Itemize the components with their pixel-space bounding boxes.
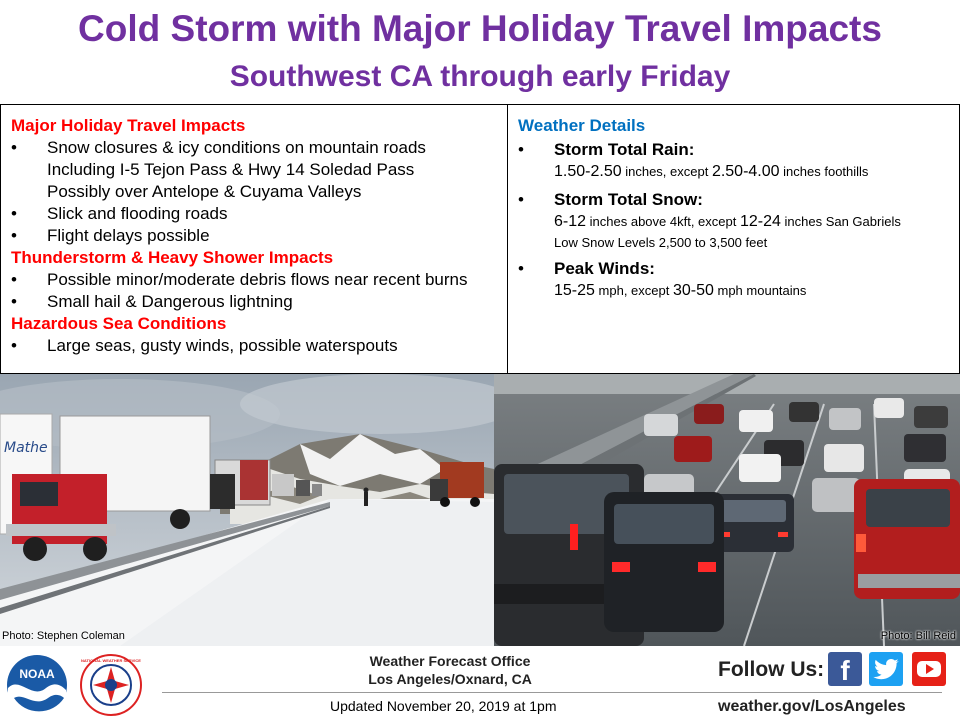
bullet: • [518, 140, 524, 159]
noaa-logo[interactable] [6, 654, 68, 716]
updated-timestamp: Updated November 20, 2019 at 1pm [330, 698, 557, 714]
winds-values: 15-25 mph, except 30-50 mph mountains [554, 282, 807, 299]
truck-logo-text: Mathe [4, 440, 48, 456]
impacts-panel [0, 104, 508, 374]
rainy-traffic-illustration [494, 374, 960, 646]
left-photo-credit: Photo: Stephen Coleman [2, 630, 125, 642]
office-line-2: Los Angeles/Oxnard, CA [368, 671, 532, 687]
bullet: • [518, 190, 524, 209]
thunderstorm-impacts-heading: Thunderstorm & Heavy Shower Impacts [11, 248, 334, 267]
weather-details-heading: Weather Details [518, 116, 646, 135]
nws-logo[interactable] [80, 654, 142, 716]
thunder-item-1: • Possible minor/moderate debris flows near recent burns [11, 270, 468, 289]
office-line-1: Weather Forecast Office [369, 653, 531, 669]
footer-divider [162, 692, 942, 693]
twitter-bird-icon [869, 652, 903, 686]
right-photo-credit: Photo: Bill Reid [880, 630, 956, 642]
nws-logo-text: NATIONAL WEATHER SERVICE [81, 658, 141, 663]
bullet: • [11, 204, 17, 223]
bullet: • [11, 270, 17, 289]
website-link[interactable]: weather.gov/LosAngeles [718, 698, 906, 715]
travel-subitem-1: Including I-5 Tejon Pass & Hwy 14 Soledad Pass [47, 160, 415, 179]
thunder-item-2: • Small hail & Dangerous lightning [11, 292, 293, 311]
travel-item-2: • Slick and flooding roads [11, 204, 228, 223]
office-name [170, 652, 730, 688]
follow-us-label: Follow Us: [718, 658, 825, 681]
winds-label: • Peak Winds: [518, 259, 655, 278]
title-block [0, 0, 960, 104]
bullet: • [11, 292, 17, 311]
snow-label: • Storm Total Snow: [518, 190, 703, 209]
rain-label: • Storm Total Rain: [518, 140, 695, 159]
rain-values: 1.50-2.50 inches, except 2.50-4.00 inches foothills [554, 163, 869, 180]
snow-values: 6-12 inches above 4kft, except 12-24 inches San Gabriels [554, 213, 901, 230]
sea-conditions-heading: Hazardous Sea Conditions [11, 314, 227, 333]
rainy-traffic-photo [494, 374, 960, 646]
bullet: • [11, 336, 17, 355]
snow-levels: Low Snow Levels 2,500 to 3,500 feet [554, 235, 768, 250]
bullet: • [11, 138, 17, 157]
weather-details-panel [507, 104, 960, 374]
facebook-icon[interactable]: f [828, 652, 862, 686]
youtube-icon[interactable] [912, 652, 946, 686]
page-title: Cold Storm with Major Holiday Travel Impacts [78, 8, 882, 49]
bullet: • [518, 259, 524, 278]
travel-subitem-2: Possibly over Antelope & Cuyama Valleys [47, 182, 362, 201]
noaa-logo-text: NOAA [19, 667, 55, 681]
sea-item-1: • Large seas, gusty winds, possible waterspouts [11, 336, 398, 355]
snowy-freeway-photo [0, 374, 494, 646]
youtube-play-icon [912, 652, 946, 686]
footer [0, 646, 960, 720]
bullet: • [11, 226, 17, 245]
twitter-icon[interactable] [869, 652, 903, 686]
snowy-freeway-illustration [0, 374, 494, 646]
travel-item-3: • Flight delays possible [11, 226, 210, 245]
page-subtitle: Southwest CA through early Friday [229, 60, 731, 93]
travel-item-1: • Snow closures & icy conditions on mountain roads [11, 138, 426, 157]
travel-impacts-heading: Major Holiday Travel Impacts [11, 116, 246, 135]
